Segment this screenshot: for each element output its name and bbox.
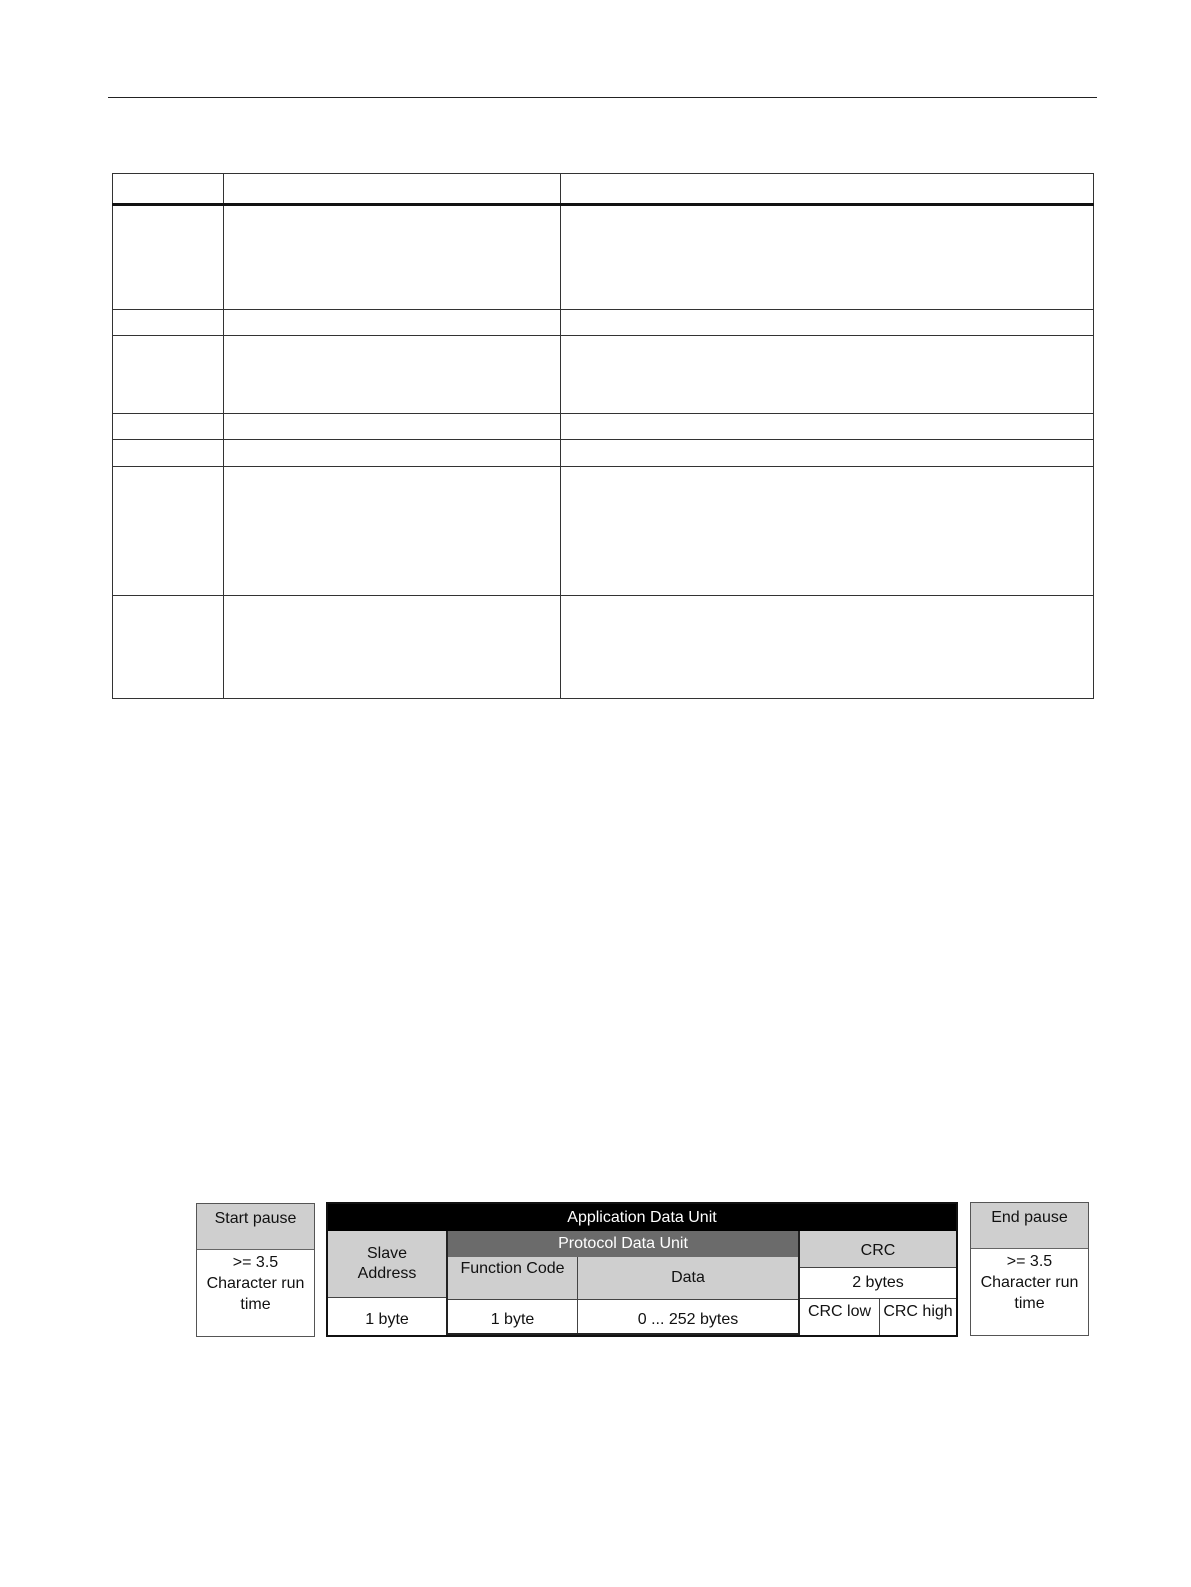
table-row bbox=[113, 310, 1094, 336]
end-pause-label: End pause bbox=[971, 1203, 1088, 1249]
end-pause-value: >= 3.5 Character run time bbox=[980, 1253, 1079, 1312]
start-pause-label: Start pause bbox=[197, 1204, 314, 1250]
end-pause-box bbox=[970, 1202, 1089, 1336]
start-pause-value: >= 3.5 Character run time bbox=[206, 1254, 305, 1313]
crc-size: 2 bytes bbox=[800, 1267, 956, 1298]
function-code-size: 1 byte bbox=[448, 1299, 577, 1333]
empty-table bbox=[112, 173, 1094, 699]
table-row bbox=[113, 440, 1094, 467]
start-pause-box bbox=[196, 1203, 315, 1337]
application-data-unit bbox=[326, 1202, 958, 1337]
data-label: Data bbox=[577, 1257, 798, 1299]
crc-label: CRC bbox=[800, 1231, 956, 1267]
table-row bbox=[113, 336, 1094, 414]
table-row bbox=[113, 205, 1094, 310]
table-row bbox=[113, 414, 1094, 440]
pdu-body bbox=[446, 1257, 800, 1335]
adu-title: Application Data Unit bbox=[328, 1204, 956, 1231]
table-row bbox=[113, 467, 1094, 596]
table-row bbox=[113, 596, 1094, 699]
slave-address-size: 1 byte bbox=[328, 1297, 446, 1335]
function-code-label: Function Code bbox=[448, 1257, 577, 1299]
header-rule bbox=[108, 97, 1097, 98]
crc-low: CRC low bbox=[800, 1298, 879, 1335]
slave-address-label: Slave Address bbox=[328, 1231, 446, 1297]
data-size: 0 ... 252 bytes bbox=[577, 1299, 798, 1333]
crc-high: CRC high bbox=[879, 1298, 956, 1335]
pdu-title: Protocol Data Unit bbox=[446, 1231, 800, 1257]
table-header-row bbox=[113, 174, 1094, 205]
